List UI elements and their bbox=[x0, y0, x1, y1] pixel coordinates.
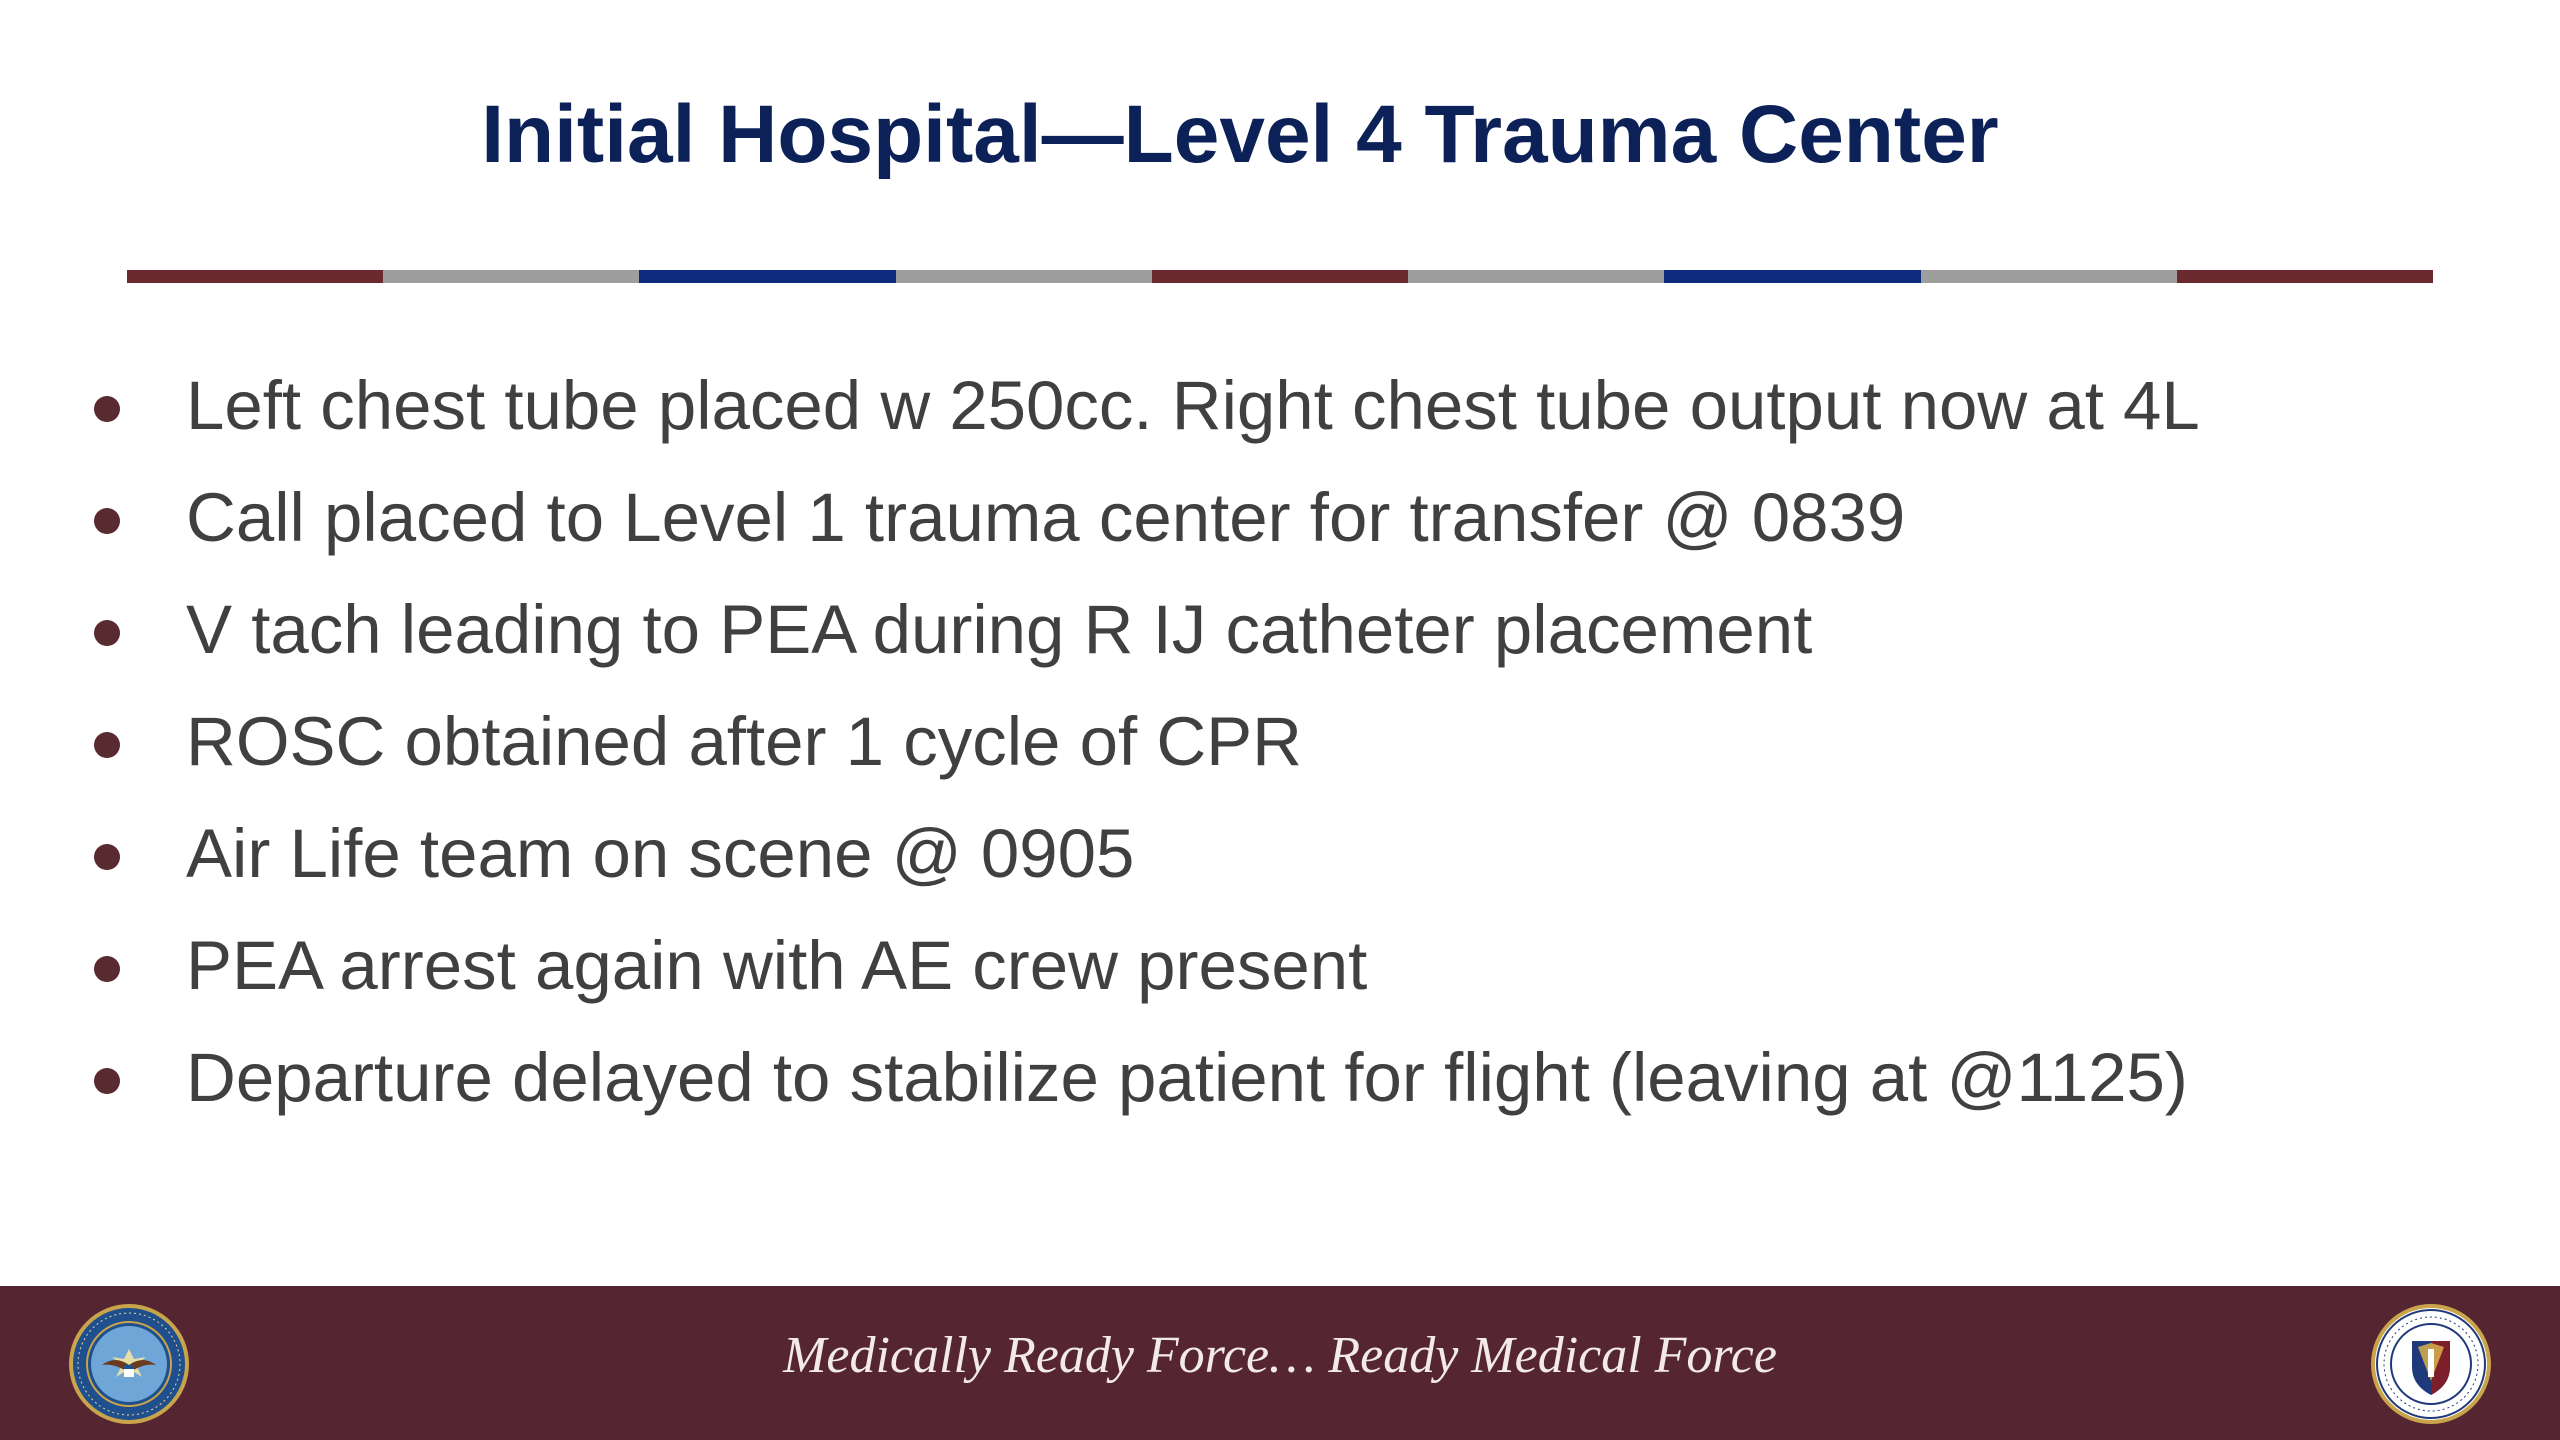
defense-health-agency-seal-icon bbox=[2370, 1303, 2492, 1425]
bullet-icon bbox=[94, 732, 120, 758]
divider-segment bbox=[2177, 270, 2433, 283]
bullet-text: ROSC obtained after 1 cycle of CPR bbox=[186, 703, 1302, 780]
divider-segment bbox=[1664, 270, 1920, 283]
bullet-list bbox=[90, 358, 2490, 1142]
divider-segment bbox=[896, 270, 1152, 283]
bullet-icon bbox=[94, 844, 120, 870]
bullet-text: Left chest tube placed w 250cc. Right chest tube output now at 4L bbox=[186, 367, 2200, 444]
footer-bar bbox=[0, 1286, 2560, 1440]
bullet-text: PEA arrest again with AE crew present bbox=[186, 927, 1368, 1004]
divider-segment bbox=[1408, 270, 1664, 283]
divider-segment bbox=[1152, 270, 1408, 283]
bullet-icon bbox=[94, 956, 120, 982]
list-item bbox=[90, 806, 2490, 918]
bullet-icon bbox=[94, 620, 120, 646]
divider-segment bbox=[1921, 270, 2177, 283]
divider-segment bbox=[383, 270, 639, 283]
slide-title: Initial Hospital—Level 4 Trauma Center bbox=[481, 89, 1999, 180]
bullet-icon bbox=[94, 396, 120, 422]
list-item bbox=[90, 1030, 2490, 1142]
footer-tagline: Medically Ready Force… Ready Medical Force bbox=[783, 1327, 1777, 1384]
list-item bbox=[90, 358, 2490, 470]
title-divider bbox=[127, 270, 2433, 283]
bullet-text: Call placed to Level 1 trauma center for transfer @ 0839 bbox=[186, 479, 1906, 556]
list-item bbox=[90, 694, 2490, 806]
bullet-text: Departure delayed to stabilize patient for flight (leaving at @1125) bbox=[186, 1039, 2188, 1116]
bullet-text: V tach leading to PEA during R IJ catheter placement bbox=[186, 591, 1813, 668]
list-item bbox=[90, 582, 2490, 694]
list-item bbox=[90, 470, 2490, 582]
bullet-icon bbox=[94, 508, 120, 534]
list-item bbox=[90, 918, 2490, 1030]
divider-segment bbox=[639, 270, 895, 283]
bullet-icon bbox=[94, 1068, 120, 1094]
bullet-text: Air Life team on scene @ 0905 bbox=[186, 815, 1135, 892]
divider-segment bbox=[127, 270, 383, 283]
